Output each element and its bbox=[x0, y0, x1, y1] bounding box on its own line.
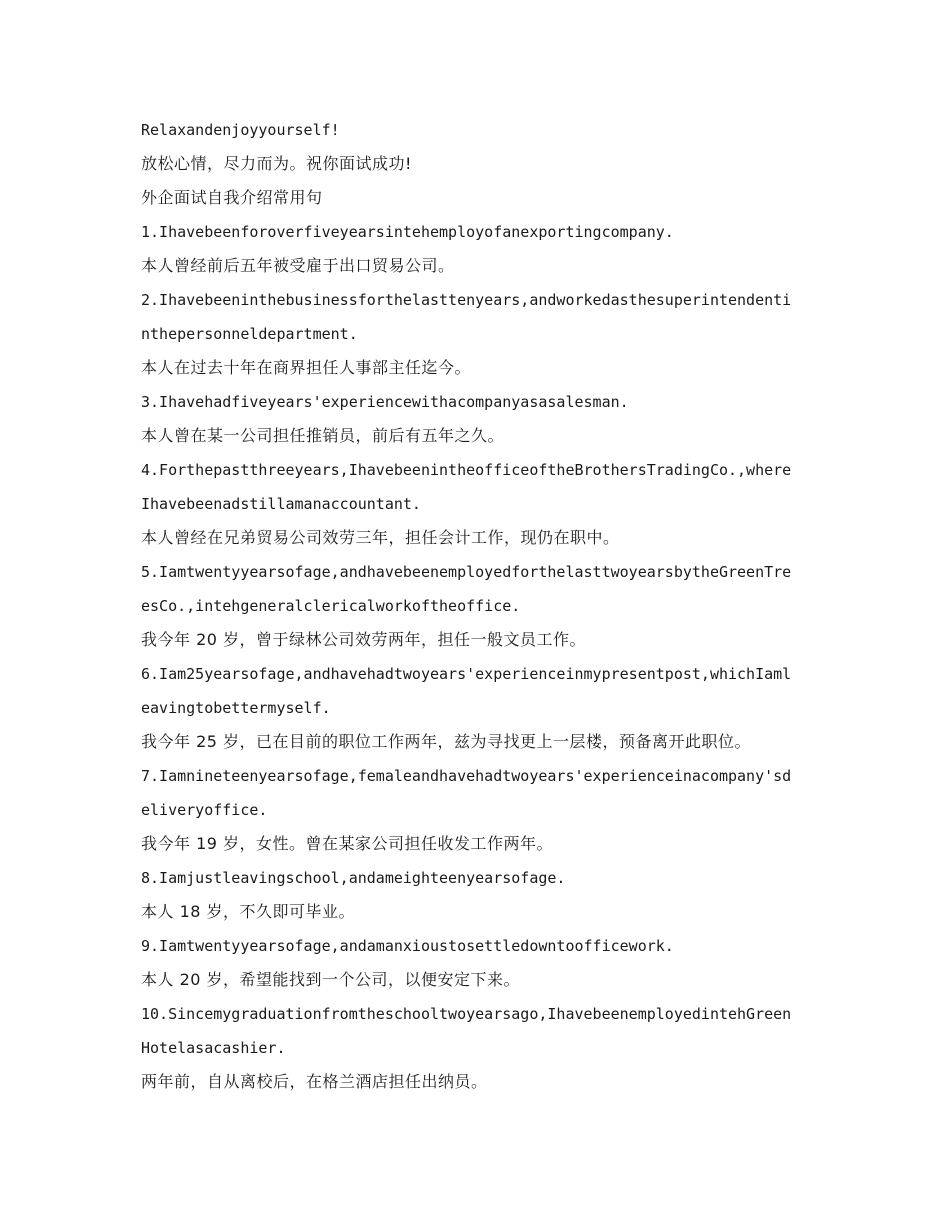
text-line: nthepersonneldepartment. bbox=[141, 325, 358, 343]
text-line: 7.Iamnineteenyearsofage,femaleandhavehadtwoyears'experienceinacompany'sd bbox=[141, 767, 792, 785]
text-line: 3.Ihavehadfiveyears'experiencewithacompanyasasalesman. bbox=[141, 393, 629, 411]
text-line: Hotelasacashier. bbox=[141, 1039, 286, 1057]
text-line: 1.Ihavebeenforoverfiveyearsintehemployofanexportingcompany. bbox=[141, 223, 674, 241]
section-heading: 外企面试自我介绍常用句 bbox=[141, 188, 323, 207]
text-line: 本人曾经前后五年被受雇于出口贸易公司。 bbox=[141, 256, 455, 275]
text-line: 8.Iamjustleavingschool,andameighteenyearsofage. bbox=[141, 869, 566, 887]
text-line: eavingtobettermyself. bbox=[141, 699, 331, 717]
text-line: eliveryoffice. bbox=[141, 801, 268, 819]
text-line: 我今年 25 岁，已在目前的职位工作两年，兹为寻找更上一层楼，预备离开此职位。 bbox=[141, 732, 752, 751]
text-line: 本人在过去十年在商界担任人事部主任迄今。 bbox=[141, 358, 472, 377]
text-line: 2.Ihavebeeninthebusinessforthelasttenyears,andworkedasthesuperintendenti bbox=[141, 291, 792, 309]
text-line: 10.Sincemygraduationfromtheschooltwoyearsago,IhavebeenemployedintehGreen bbox=[141, 1005, 792, 1023]
text-line: 5.Iamtwentyyearsofage,andhavebeenemployedforthelasttwoyearsbytheGreenTre bbox=[141, 563, 792, 581]
text-line: 6.Iam25yearsofage,andhavehadtwoyears'experienceinmypresentpost,whichIaml bbox=[141, 665, 792, 683]
text-line: 本人 18 岁，不久即可毕业。 bbox=[141, 902, 356, 921]
text-line: 4.Forthepastthreeyears,IhavebeenintheofficeoftheBrothersTradingCo.,where bbox=[141, 461, 792, 479]
text-line: esCo.,intehgeneralclericalworkoftheoffice. bbox=[141, 597, 521, 615]
text-line: 我今年 20 岁，曾于绿林公司效劳两年，担任一般文员工作。 bbox=[141, 630, 587, 649]
text-line: 两年前，自从离校后，在格兰酒店担任出纳员。 bbox=[141, 1072, 488, 1091]
text-line: Relaxandenjoyyourself! bbox=[141, 121, 340, 139]
text-line: 9.Iamtwentyyearsofage,andamanxioustosettledowntoofficework. bbox=[141, 937, 674, 955]
text-line: 本人曾在某一公司担任推销员，前后有五年之久。 bbox=[141, 426, 505, 445]
text-line: 本人 20 岁，希望能找到一个公司，以便安定下来。 bbox=[141, 970, 521, 989]
text-line: Ihavebeenadstillamanaccountant. bbox=[141, 495, 421, 513]
text-line: 我今年 19 岁，女性。曾在某家公司担任收发工作两年。 bbox=[141, 834, 554, 853]
document-body bbox=[141, 118, 813, 1104]
text-line: 本人曾经在兄弟贸易公司效劳三年，担任会计工作，现仍在职中。 bbox=[141, 528, 620, 547]
text-line: 放松心情，尽力而为。祝你面试成功! bbox=[141, 154, 412, 173]
